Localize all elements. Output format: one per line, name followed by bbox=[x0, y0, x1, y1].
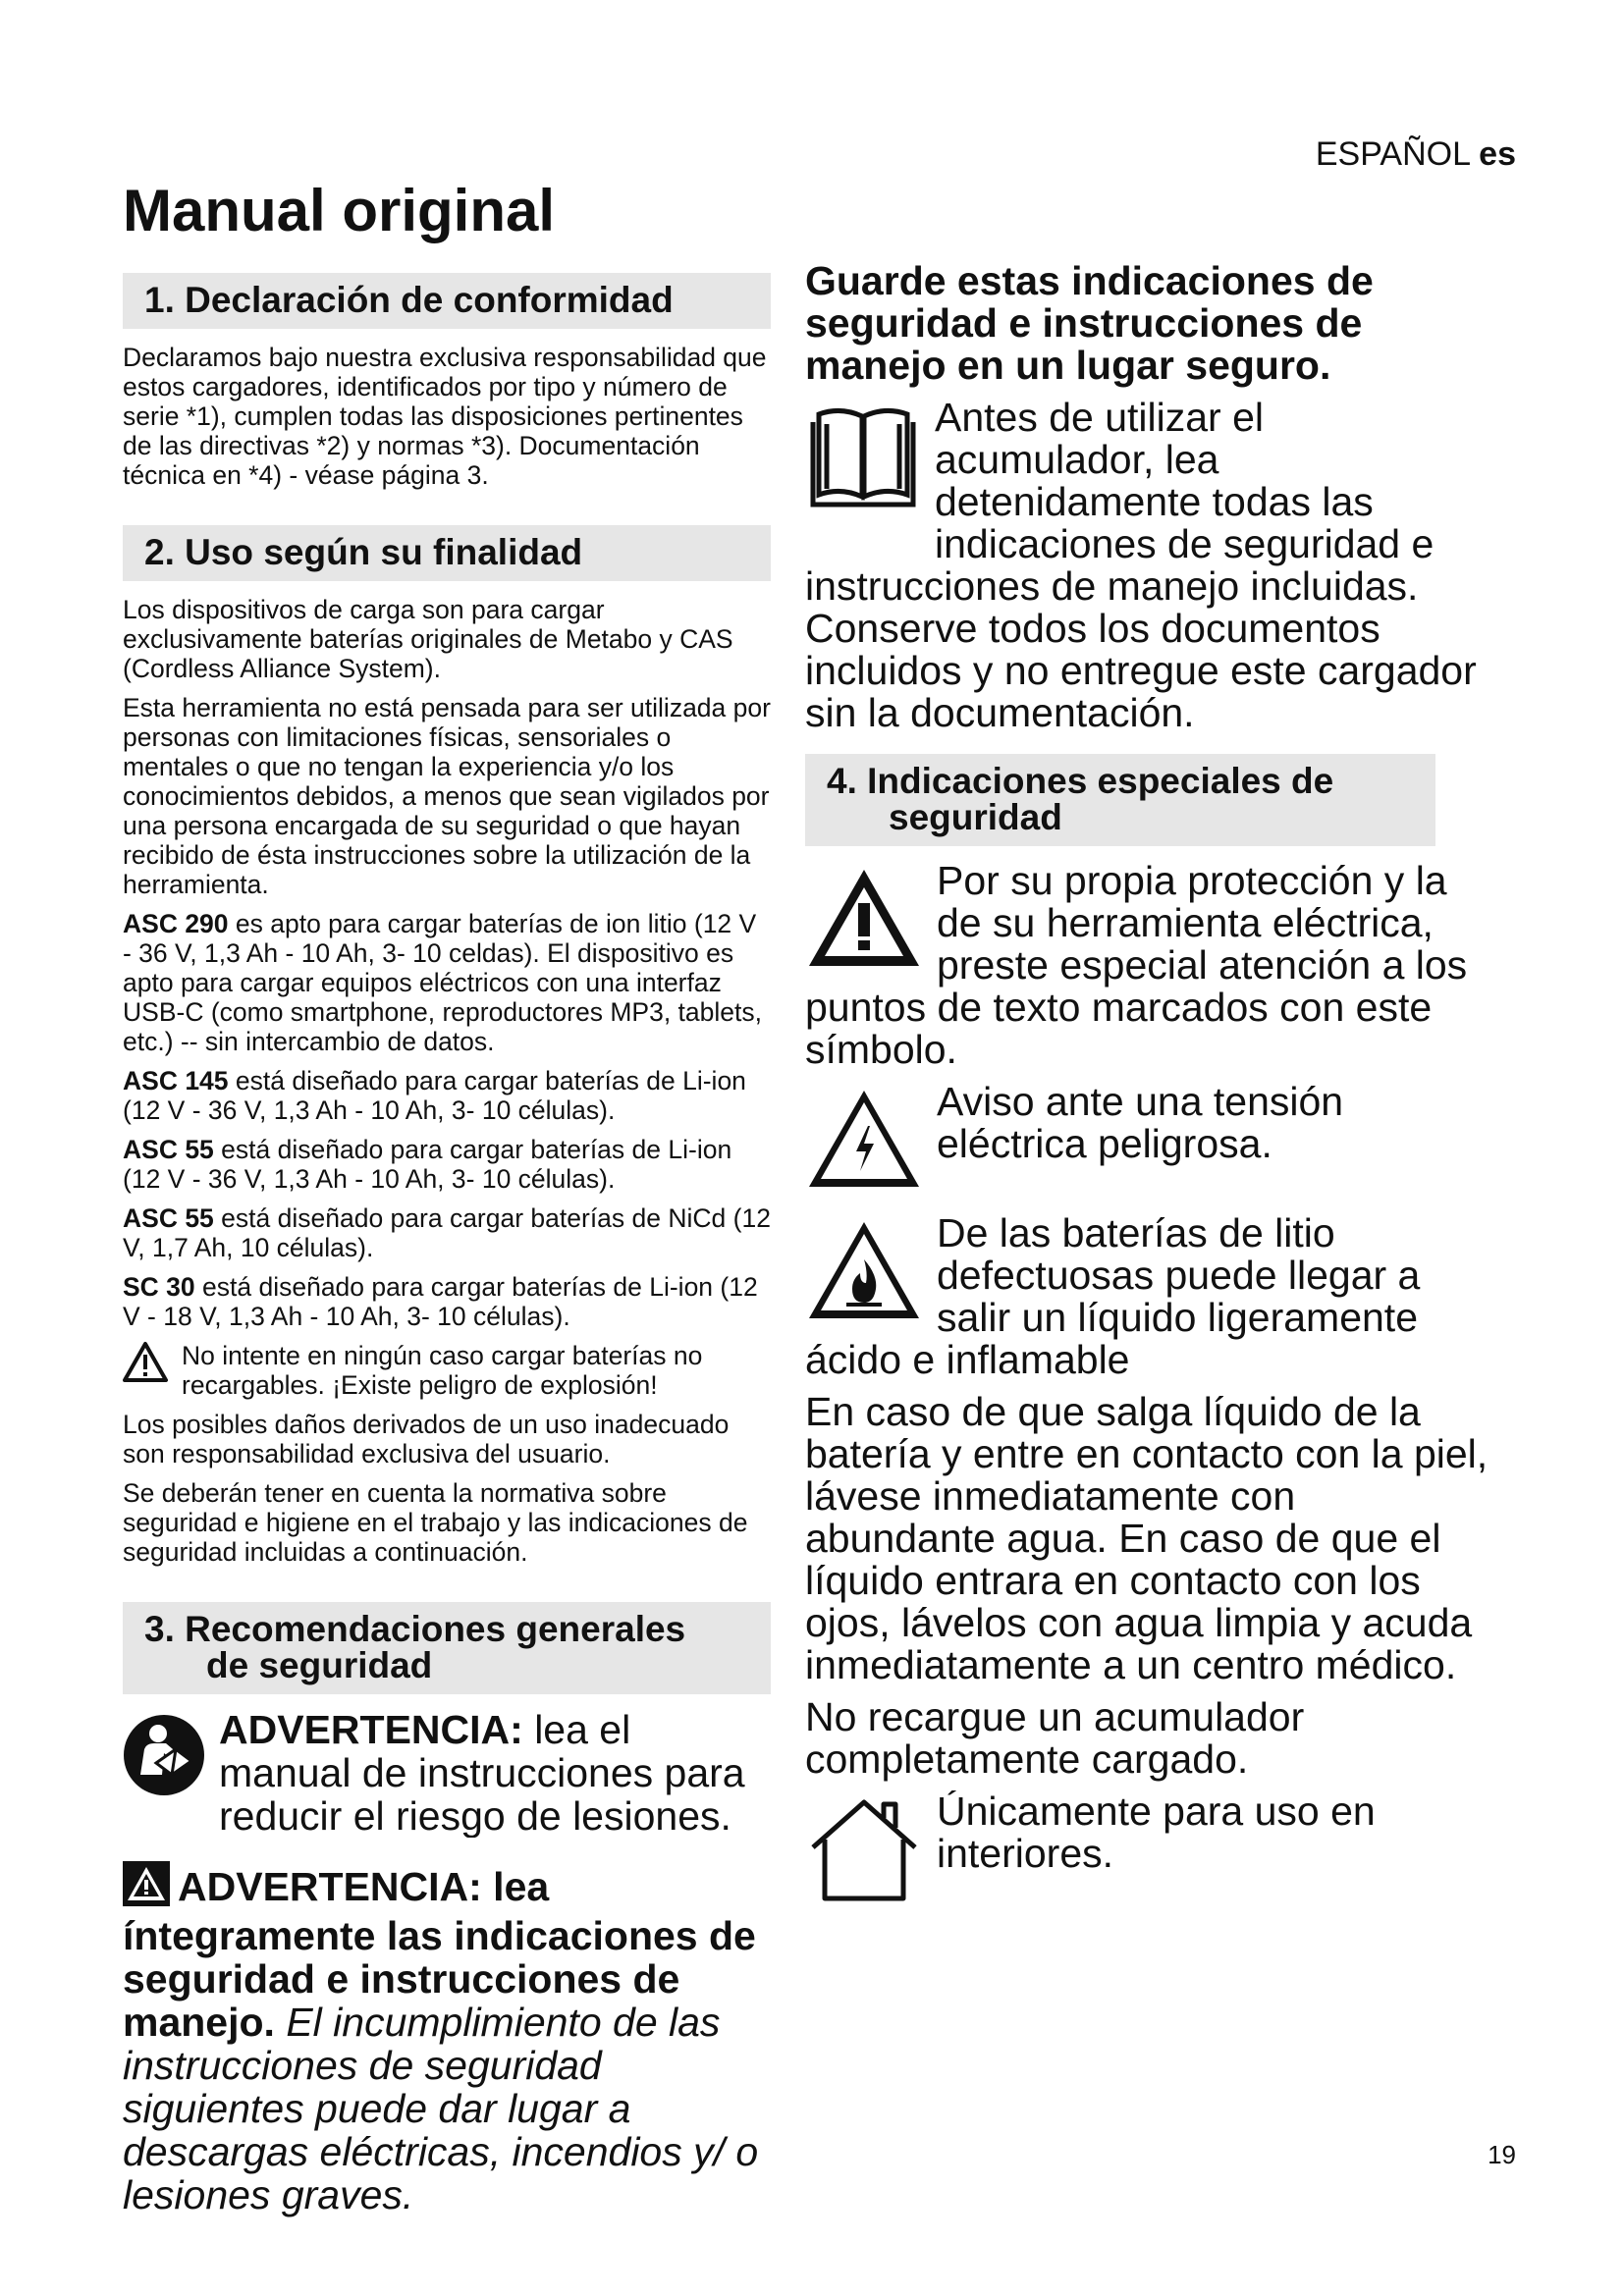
attention-note-text: Por su propia protección y la de su herramienta eléctrica, preste especial atención a los puntos de texto marcados con este símbolo. bbox=[805, 860, 1468, 1071]
safety-warning-italic: El incumplimiento de las instrucciones de seguridad siguientes puede dar lugar a descargas eléctricas, incendios y/ o lesiones graves. bbox=[123, 2000, 759, 2217]
model-name: ASC 55 bbox=[123, 1203, 214, 1233]
voltage-note bbox=[805, 1081, 1492, 1202]
battery-leak-note bbox=[805, 1212, 1492, 1381]
keep-instructions-text: Guarde estas indicaciones de seguridad e instrucciones de manejo en un lugar seguro. bbox=[805, 258, 1374, 388]
declaration-text: Declaramos bajo nuestra exclusiva responsabilidad que estos cargadores, identificados por tipo y número de serie *1), cumplen todas las disposiciones pertinentes de las directivas *2) y normas *3). Documentación técnica en *4) - véase página 3. bbox=[123, 343, 767, 490]
model-desc: está diseñado para cargar baterías de Li-ion (12 V - 36 V, 1,3 Ah - 10 Ah, 3- 10 células). bbox=[123, 1066, 746, 1125]
section-4-heading-line1: 4. Indicaciones especiales de bbox=[827, 761, 1334, 801]
section-2-heading: 2. Uso según su finalidad bbox=[123, 525, 771, 581]
model-sc30 bbox=[123, 1272, 771, 1331]
model-name: ASC 290 bbox=[123, 909, 229, 938]
safety-warning-bold: ADVERTENCIA: lea íntegramente las indicaciones de seguridad e instrucciones de manejo. bbox=[123, 1864, 756, 2045]
section-3-heading-line2: de seguridad bbox=[206, 1645, 433, 1685]
model-asc55-liion bbox=[123, 1135, 771, 1194]
warning-triangle-icon bbox=[805, 866, 923, 978]
section-4-heading-line2: seguridad bbox=[889, 797, 1062, 837]
model-desc: está diseñado para cargar baterías de NiCd (12 V, 1,7 Ah, 10 células). bbox=[123, 1203, 771, 1262]
section-3-heading bbox=[123, 1602, 771, 1694]
model-asc290 bbox=[123, 909, 771, 1056]
model-asc55-nicd bbox=[123, 1203, 771, 1262]
regulations-text: Se deberán tener en cuenta la normativa sobre seguridad e higiene en el trabajo y las indicaciones de seguridad incluidas a continuación. bbox=[123, 1478, 748, 1567]
warning-label: ADVERTENCIA: bbox=[219, 1708, 523, 1752]
read-before-use bbox=[805, 397, 1492, 734]
page-number: 19 bbox=[1488, 2140, 1516, 2169]
model-name: SC 30 bbox=[123, 1272, 195, 1302]
model-desc: es apto para cargar baterías de ion litio (12 V - 36 V, 1,3 Ah - 10 Ah, 3- 10 celdas). El dispositivo es apto para cargar equipos eléctricos con una interfaz USB-C (como smartphone, reproductores MP3, tablets, etc.) -- sin intercambio de datos. bbox=[123, 909, 762, 1056]
safety-instructions-warning bbox=[123, 1861, 771, 2216]
electric-hazard-icon bbox=[805, 1087, 923, 1199]
open-book-icon bbox=[805, 402, 921, 520]
language-name: ESPAÑOL bbox=[1315, 135, 1470, 173]
language-indicator bbox=[1316, 135, 1516, 174]
battery-leak-note-text: De las baterías de litio defectuosas puede llegar a salir un líquido ligeramente ácido e inflamable bbox=[805, 1212, 1421, 1381]
language-code: es bbox=[1479, 135, 1516, 173]
house-icon bbox=[805, 1796, 923, 1912]
warning-triangle-icon bbox=[123, 1341, 168, 1387]
warning-square-icon bbox=[123, 1861, 170, 1914]
section-4-heading bbox=[805, 754, 1435, 846]
flammable-hazard-icon bbox=[805, 1218, 923, 1330]
model-desc: está diseñado para cargar baterías de Li-ion (12 V - 18 V, 1,3 Ah - 10 Ah, 3- 10 células). bbox=[123, 1272, 758, 1331]
indoor-use-text: Únicamente para uso en interiores. bbox=[937, 1790, 1376, 1876]
attention-note bbox=[805, 860, 1492, 1071]
intended-use-text: Los dispositivos de carga son para cargar exclusivamente baterías originales de Metabo y CAS (Cordless Alliance System). bbox=[123, 595, 733, 683]
page-title: Manual original bbox=[123, 178, 556, 243]
read-manual-icon bbox=[123, 1714, 205, 1804]
right-column bbox=[805, 260, 1492, 1926]
model-name: ASC 55 bbox=[123, 1135, 214, 1164]
indoor-use-note bbox=[805, 1790, 1492, 1916]
liquid-contact-text: En caso de que salga líquido de la batería y entre en contacto con la piel, lávese inmediatamente con abundante agua. En caso de que el líquido entrara en contacto con los ojos, lávelos con agua limpia y acuda inmediatamente a un centro médico. bbox=[805, 1389, 1489, 1687]
liability-text: Los posibles daños derivados de un uso inadecuado son responsabilidad exclusiva del usuario. bbox=[123, 1410, 730, 1468]
read-before-use-text: Antes de utilizar el acumulador, lea detenidamente todas las indicaciones de seguridad e instrucciones de manejo incluidas. Conserve todos los documentos incluidos y no entregue este cargador sin la documentación. bbox=[805, 397, 1477, 734]
model-asc145 bbox=[123, 1066, 771, 1125]
user-limitations-text: Esta herramienta no está pensada para ser utilizada por personas con limitaciones físicas, sensoriales o mentales o que no tengan la experiencia y/o los conocimientos debidos, a menos que sean vigilados por una persona encargada de su seguridad o que hayan recibido de ésta instrucciones sobre la utilización de la herramienta. bbox=[123, 693, 771, 899]
no-recharge-text: No recargue un acumulador completamente cargado. bbox=[805, 1694, 1305, 1782]
read-manual-text: lea el manual de instrucciones para reducir el riesgo de lesiones. bbox=[219, 1708, 745, 1838]
model-name: ASC 145 bbox=[123, 1066, 229, 1095]
section-1-heading: 1. Declaración de conformidad bbox=[123, 273, 771, 329]
read-manual-warning bbox=[123, 1708, 771, 1838]
explosion-warning-text: No intente en ningún caso cargar baterías no recargables. ¡Existe peligro de explosión! bbox=[182, 1341, 703, 1400]
explosion-warning bbox=[123, 1341, 771, 1410]
left-column bbox=[123, 273, 771, 2216]
voltage-note-text: Aviso ante una tensión eléctrica peligrosa. bbox=[937, 1081, 1344, 1166]
section-3-heading-line1: 3. Recomendaciones generales bbox=[144, 1609, 686, 1649]
model-desc: está diseñado para cargar baterías de Li-ion (12 V - 36 V, 1,3 Ah - 10 Ah, 3- 10 células). bbox=[123, 1135, 732, 1194]
